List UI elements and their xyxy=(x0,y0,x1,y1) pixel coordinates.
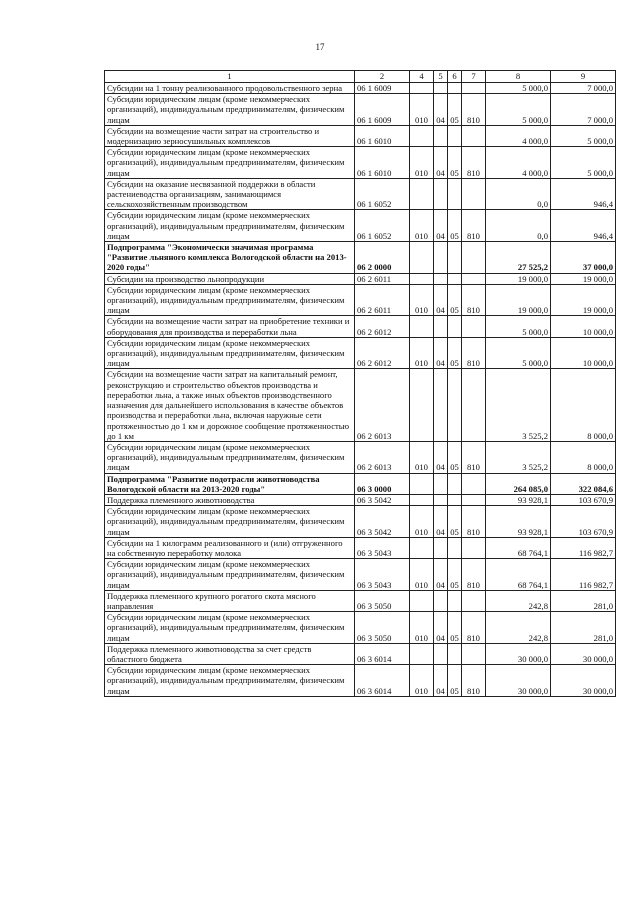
row-value-9: 8 000,0 xyxy=(551,441,616,473)
row-value-8: 242,8 xyxy=(486,590,551,611)
row-col7 xyxy=(462,242,486,274)
row-col7 xyxy=(462,494,486,505)
row-col6 xyxy=(448,494,462,505)
row-name: Поддержка племенного животноводства xyxy=(105,494,355,505)
row-value-9: 8 000,0 xyxy=(551,369,616,441)
row-name: Субсидии юридическим лицам (кроме некоммерческих организаций), индивидуальным предпринимателям, физическим лицам xyxy=(105,284,355,316)
row-code: 06 2 6013 xyxy=(355,441,410,473)
row-col4: 010 xyxy=(410,665,434,697)
row-col5: 04 xyxy=(434,94,448,126)
row-col6 xyxy=(448,316,462,337)
row-col5 xyxy=(434,590,448,611)
row-col5: 04 xyxy=(434,284,448,316)
row-col7: 810 xyxy=(462,94,486,126)
row-name: Субсидии юридическим лицам (кроме некоммерческих организаций), индивидуальным предпринимателям, физическим лицам xyxy=(105,147,355,179)
column-header-7: 7 xyxy=(462,71,486,83)
row-value-9: 30 000,0 xyxy=(551,665,616,697)
row-col5: 04 xyxy=(434,147,448,179)
row-col7 xyxy=(462,178,486,210)
row-col4 xyxy=(410,316,434,337)
row-col6 xyxy=(448,643,462,664)
row-col7: 810 xyxy=(462,506,486,538)
row-value-8: 0,0 xyxy=(486,178,551,210)
row-col6 xyxy=(448,537,462,558)
row-name: Подпрограмма "Экономически значимая программа "Развитие льняного комплекса Вологодской области на 2013-2020 годы" xyxy=(105,242,355,274)
row-value-8: 5 000,0 xyxy=(486,94,551,126)
row-col6: 05 xyxy=(448,506,462,538)
row-value-9: 5 000,0 xyxy=(551,125,616,146)
row-value-8: 93 928,1 xyxy=(486,506,551,538)
row-col4: 010 xyxy=(410,147,434,179)
row-col7: 810 xyxy=(462,147,486,179)
row-value-9: 116 982,7 xyxy=(551,537,616,558)
row-col5 xyxy=(434,273,448,284)
table-row xyxy=(105,643,616,664)
row-value-8: 3 525,2 xyxy=(486,369,551,441)
row-code: 06 3 5050 xyxy=(355,590,410,611)
row-name: Субсидии на оказание несвязанной поддержки в области растениеводства организациям, занимающимся сельскохозяйственным производством xyxy=(105,178,355,210)
row-name: Поддержка племенного животноводства за счет средств областного бюджета xyxy=(105,643,355,664)
row-name: Субсидии юридическим лицам (кроме некоммерческих организаций), индивидуальным предпринимателям, физическим лицам xyxy=(105,506,355,538)
row-value-8: 68 764,1 xyxy=(486,537,551,558)
row-name: Субсидии юридическим лицам (кроме некоммерческих организаций), индивидуальным предпринимателям, физическим лицам xyxy=(105,612,355,644)
row-name: Субсидии юридическим лицам (кроме некоммерческих организаций), индивидуальным предпринимателям, физическим лицам xyxy=(105,441,355,473)
row-col5 xyxy=(434,473,448,494)
row-col6: 05 xyxy=(448,665,462,697)
row-value-9: 7 000,0 xyxy=(551,94,616,126)
row-value-9: 37 000,0 xyxy=(551,242,616,274)
row-value-9: 5 000,0 xyxy=(551,147,616,179)
row-value-8: 5 000,0 xyxy=(486,316,551,337)
row-name: Субсидии юридическим лицам (кроме некоммерческих организаций), индивидуальным предпринимателям, физическим лицам xyxy=(105,94,355,126)
row-col4: 010 xyxy=(410,612,434,644)
row-col4 xyxy=(410,83,434,94)
row-value-9: 10 000,0 xyxy=(551,337,616,369)
row-col5 xyxy=(434,83,448,94)
row-col7: 810 xyxy=(462,665,486,697)
row-col4 xyxy=(410,242,434,274)
row-col4 xyxy=(410,273,434,284)
row-name: Субсидии на возмещение части затрат на строительство и модернизацию зерносушильных комплексов xyxy=(105,125,355,146)
row-value-8: 3 525,2 xyxy=(486,441,551,473)
row-col5 xyxy=(434,178,448,210)
table-row xyxy=(105,612,616,644)
table-body xyxy=(105,83,616,697)
row-value-8: 68 764,1 xyxy=(486,559,551,591)
row-col6 xyxy=(448,369,462,441)
row-col7: 810 xyxy=(462,612,486,644)
row-value-9: 19 000,0 xyxy=(551,273,616,284)
table-row xyxy=(105,559,616,591)
column-header-5: 5 xyxy=(434,71,448,83)
header-row xyxy=(105,71,616,83)
budget-table xyxy=(104,70,616,697)
row-col4: 010 xyxy=(410,284,434,316)
row-col7 xyxy=(462,590,486,611)
row-value-9: 19 000,0 xyxy=(551,284,616,316)
row-col6: 05 xyxy=(448,284,462,316)
row-col5 xyxy=(434,125,448,146)
row-col7 xyxy=(462,83,486,94)
row-col5: 04 xyxy=(434,612,448,644)
row-value-8: 30 000,0 xyxy=(486,665,551,697)
table-row xyxy=(105,284,616,316)
row-col5 xyxy=(434,242,448,274)
page-number: 17 xyxy=(315,42,325,52)
row-value-8: 4 000,0 xyxy=(486,125,551,146)
row-col6: 05 xyxy=(448,147,462,179)
row-value-9: 946,4 xyxy=(551,210,616,242)
row-col7 xyxy=(462,316,486,337)
row-code: 06 3 5050 xyxy=(355,612,410,644)
row-value-8: 242,8 xyxy=(486,612,551,644)
row-value-8: 0,0 xyxy=(486,210,551,242)
row-col6: 05 xyxy=(448,337,462,369)
row-value-8: 4 000,0 xyxy=(486,147,551,179)
row-name: Поддержка племенного крупного рогатого скота мясного направления xyxy=(105,590,355,611)
table-row xyxy=(105,273,616,284)
row-col4: 010 xyxy=(410,559,434,591)
row-col4: 010 xyxy=(410,337,434,369)
table-row xyxy=(105,506,616,538)
row-col7 xyxy=(462,473,486,494)
row-col7 xyxy=(462,273,486,284)
row-code: 06 2 6012 xyxy=(355,337,410,369)
row-col6: 05 xyxy=(448,612,462,644)
table-row xyxy=(105,665,616,697)
row-col6 xyxy=(448,178,462,210)
row-value-9: 946,4 xyxy=(551,178,616,210)
row-code: 06 3 5042 xyxy=(355,506,410,538)
column-header-4: 4 xyxy=(410,71,434,83)
row-col5: 04 xyxy=(434,665,448,697)
table-row xyxy=(105,83,616,94)
table-row xyxy=(105,441,616,473)
row-code: 06 3 5043 xyxy=(355,559,410,591)
row-col4: 010 xyxy=(410,441,434,473)
column-header-1: 1 xyxy=(105,71,355,83)
row-code: 06 3 6014 xyxy=(355,665,410,697)
row-col7 xyxy=(462,125,486,146)
row-code: 06 2 6012 xyxy=(355,316,410,337)
row-name: Субсидии юридическим лицам (кроме некоммерческих организаций), индивидуальным предпринимателям, физическим лицам xyxy=(105,337,355,369)
table-row xyxy=(105,178,616,210)
row-value-8: 264 085,0 xyxy=(486,473,551,494)
table-row xyxy=(105,316,616,337)
table-row xyxy=(105,242,616,274)
row-col7: 810 xyxy=(462,559,486,591)
row-col7 xyxy=(462,643,486,664)
row-col6: 05 xyxy=(448,559,462,591)
row-col7: 810 xyxy=(462,337,486,369)
row-col5 xyxy=(434,537,448,558)
row-col5 xyxy=(434,316,448,337)
row-code: 06 1 6052 xyxy=(355,178,410,210)
row-value-9: 10 000,0 xyxy=(551,316,616,337)
row-col7 xyxy=(462,537,486,558)
row-col5 xyxy=(434,643,448,664)
row-col6 xyxy=(448,242,462,274)
row-name: Субсидии на 1 тонну реализованного продовольственного зерна xyxy=(105,83,355,94)
row-col5: 04 xyxy=(434,210,448,242)
row-col5: 04 xyxy=(434,559,448,591)
row-value-8: 93 928,1 xyxy=(486,494,551,505)
column-header-2: 2 xyxy=(355,71,410,83)
row-value-9: 281,0 xyxy=(551,612,616,644)
row-value-9: 103 670,9 xyxy=(551,506,616,538)
row-code: 06 3 6014 xyxy=(355,643,410,664)
row-code: 06 1 6010 xyxy=(355,147,410,179)
row-col6: 05 xyxy=(448,94,462,126)
table-row xyxy=(105,147,616,179)
row-col6: 05 xyxy=(448,210,462,242)
row-col4 xyxy=(410,369,434,441)
row-name: Подпрограмма "Развитие подотрасли животноводства Вологодской области на 2013-2020 годы" xyxy=(105,473,355,494)
row-col4 xyxy=(410,473,434,494)
row-col4: 010 xyxy=(410,506,434,538)
row-value-9: 103 670,9 xyxy=(551,494,616,505)
row-col4: 010 xyxy=(410,94,434,126)
row-col7: 810 xyxy=(462,441,486,473)
row-value-9: 7 000,0 xyxy=(551,83,616,94)
row-col4 xyxy=(410,590,434,611)
row-value-8: 19 000,0 xyxy=(486,284,551,316)
row-code: 06 1 6009 xyxy=(355,83,410,94)
row-code: 06 2 6011 xyxy=(355,284,410,316)
row-col5: 04 xyxy=(434,441,448,473)
row-col5 xyxy=(434,494,448,505)
table-row xyxy=(105,494,616,505)
table-row xyxy=(105,210,616,242)
row-col4 xyxy=(410,178,434,210)
row-code: 06 2 6013 xyxy=(355,369,410,441)
row-col7 xyxy=(462,369,486,441)
row-value-8: 5 000,0 xyxy=(486,83,551,94)
table-row xyxy=(105,125,616,146)
row-col6 xyxy=(448,273,462,284)
column-header-8: 8 xyxy=(486,71,551,83)
row-code: 06 2 6011 xyxy=(355,273,410,284)
row-name: Субсидии на возмещение части затрат на приобретение техники и оборудования для производства и переработки льна xyxy=(105,316,355,337)
table-row xyxy=(105,94,616,126)
row-col4 xyxy=(410,125,434,146)
row-col6 xyxy=(448,83,462,94)
row-col6: 05 xyxy=(448,441,462,473)
row-value-9: 281,0 xyxy=(551,590,616,611)
row-col4: 010 xyxy=(410,210,434,242)
table-row xyxy=(105,537,616,558)
row-col7: 810 xyxy=(462,210,486,242)
row-code: 06 1 6010 xyxy=(355,125,410,146)
column-header-6: 6 xyxy=(448,71,462,83)
row-name: Субсидии юридическим лицам (кроме некоммерческих организаций), индивидуальным предпринимателям, физическим лицам xyxy=(105,210,355,242)
row-col6 xyxy=(448,473,462,494)
row-value-8: 5 000,0 xyxy=(486,337,551,369)
row-col6 xyxy=(448,590,462,611)
row-col4 xyxy=(410,494,434,505)
row-code: 06 1 6052 xyxy=(355,210,410,242)
row-col5: 04 xyxy=(434,506,448,538)
row-col4 xyxy=(410,643,434,664)
table-row xyxy=(105,369,616,441)
row-col5 xyxy=(434,369,448,441)
row-code: 06 3 5042 xyxy=(355,494,410,505)
row-value-9: 116 982,7 xyxy=(551,559,616,591)
row-name: Субсидии юридическим лицам (кроме некоммерческих организаций), индивидуальным предпринимателям, физическим лицам xyxy=(105,665,355,697)
row-code: 06 1 6009 xyxy=(355,94,410,126)
row-col5: 04 xyxy=(434,337,448,369)
column-header-9: 9 xyxy=(551,71,616,83)
table-row xyxy=(105,473,616,494)
row-name: Субсидии на возмещение части затрат на капитальный ремонт, реконструкцию и строительство объектов производства и переработки льна, а также иных объектов производственного назначения для дальнейшего использования в качестве объектов производства и переработки льна, включая наружные сети протяженностью до 1 км и дорожное сообщение протяженностью до 1 км xyxy=(105,369,355,441)
row-value-8: 19 000,0 xyxy=(486,273,551,284)
row-col7: 810 xyxy=(462,284,486,316)
row-col4 xyxy=(410,537,434,558)
row-value-8: 30 000,0 xyxy=(486,643,551,664)
row-code: 06 3 5043 xyxy=(355,537,410,558)
row-value-9: 30 000,0 xyxy=(551,643,616,664)
row-col6 xyxy=(448,125,462,146)
row-value-8: 27 525,2 xyxy=(486,242,551,274)
row-name: Субсидии на производство льнопродукции xyxy=(105,273,355,284)
row-name: Субсидии юридическим лицам (кроме некоммерческих организаций), индивидуальным предпринимателям, физическим лицам xyxy=(105,559,355,591)
row-code: 06 3 0000 xyxy=(355,473,410,494)
row-value-9: 322 084,6 xyxy=(551,473,616,494)
row-code: 06 2 0000 xyxy=(355,242,410,274)
row-name: Субсидии на 1 килограмм реализованного и (или) отгруженного на собственную переработку молока xyxy=(105,537,355,558)
table-row xyxy=(105,590,616,611)
table-row xyxy=(105,337,616,369)
